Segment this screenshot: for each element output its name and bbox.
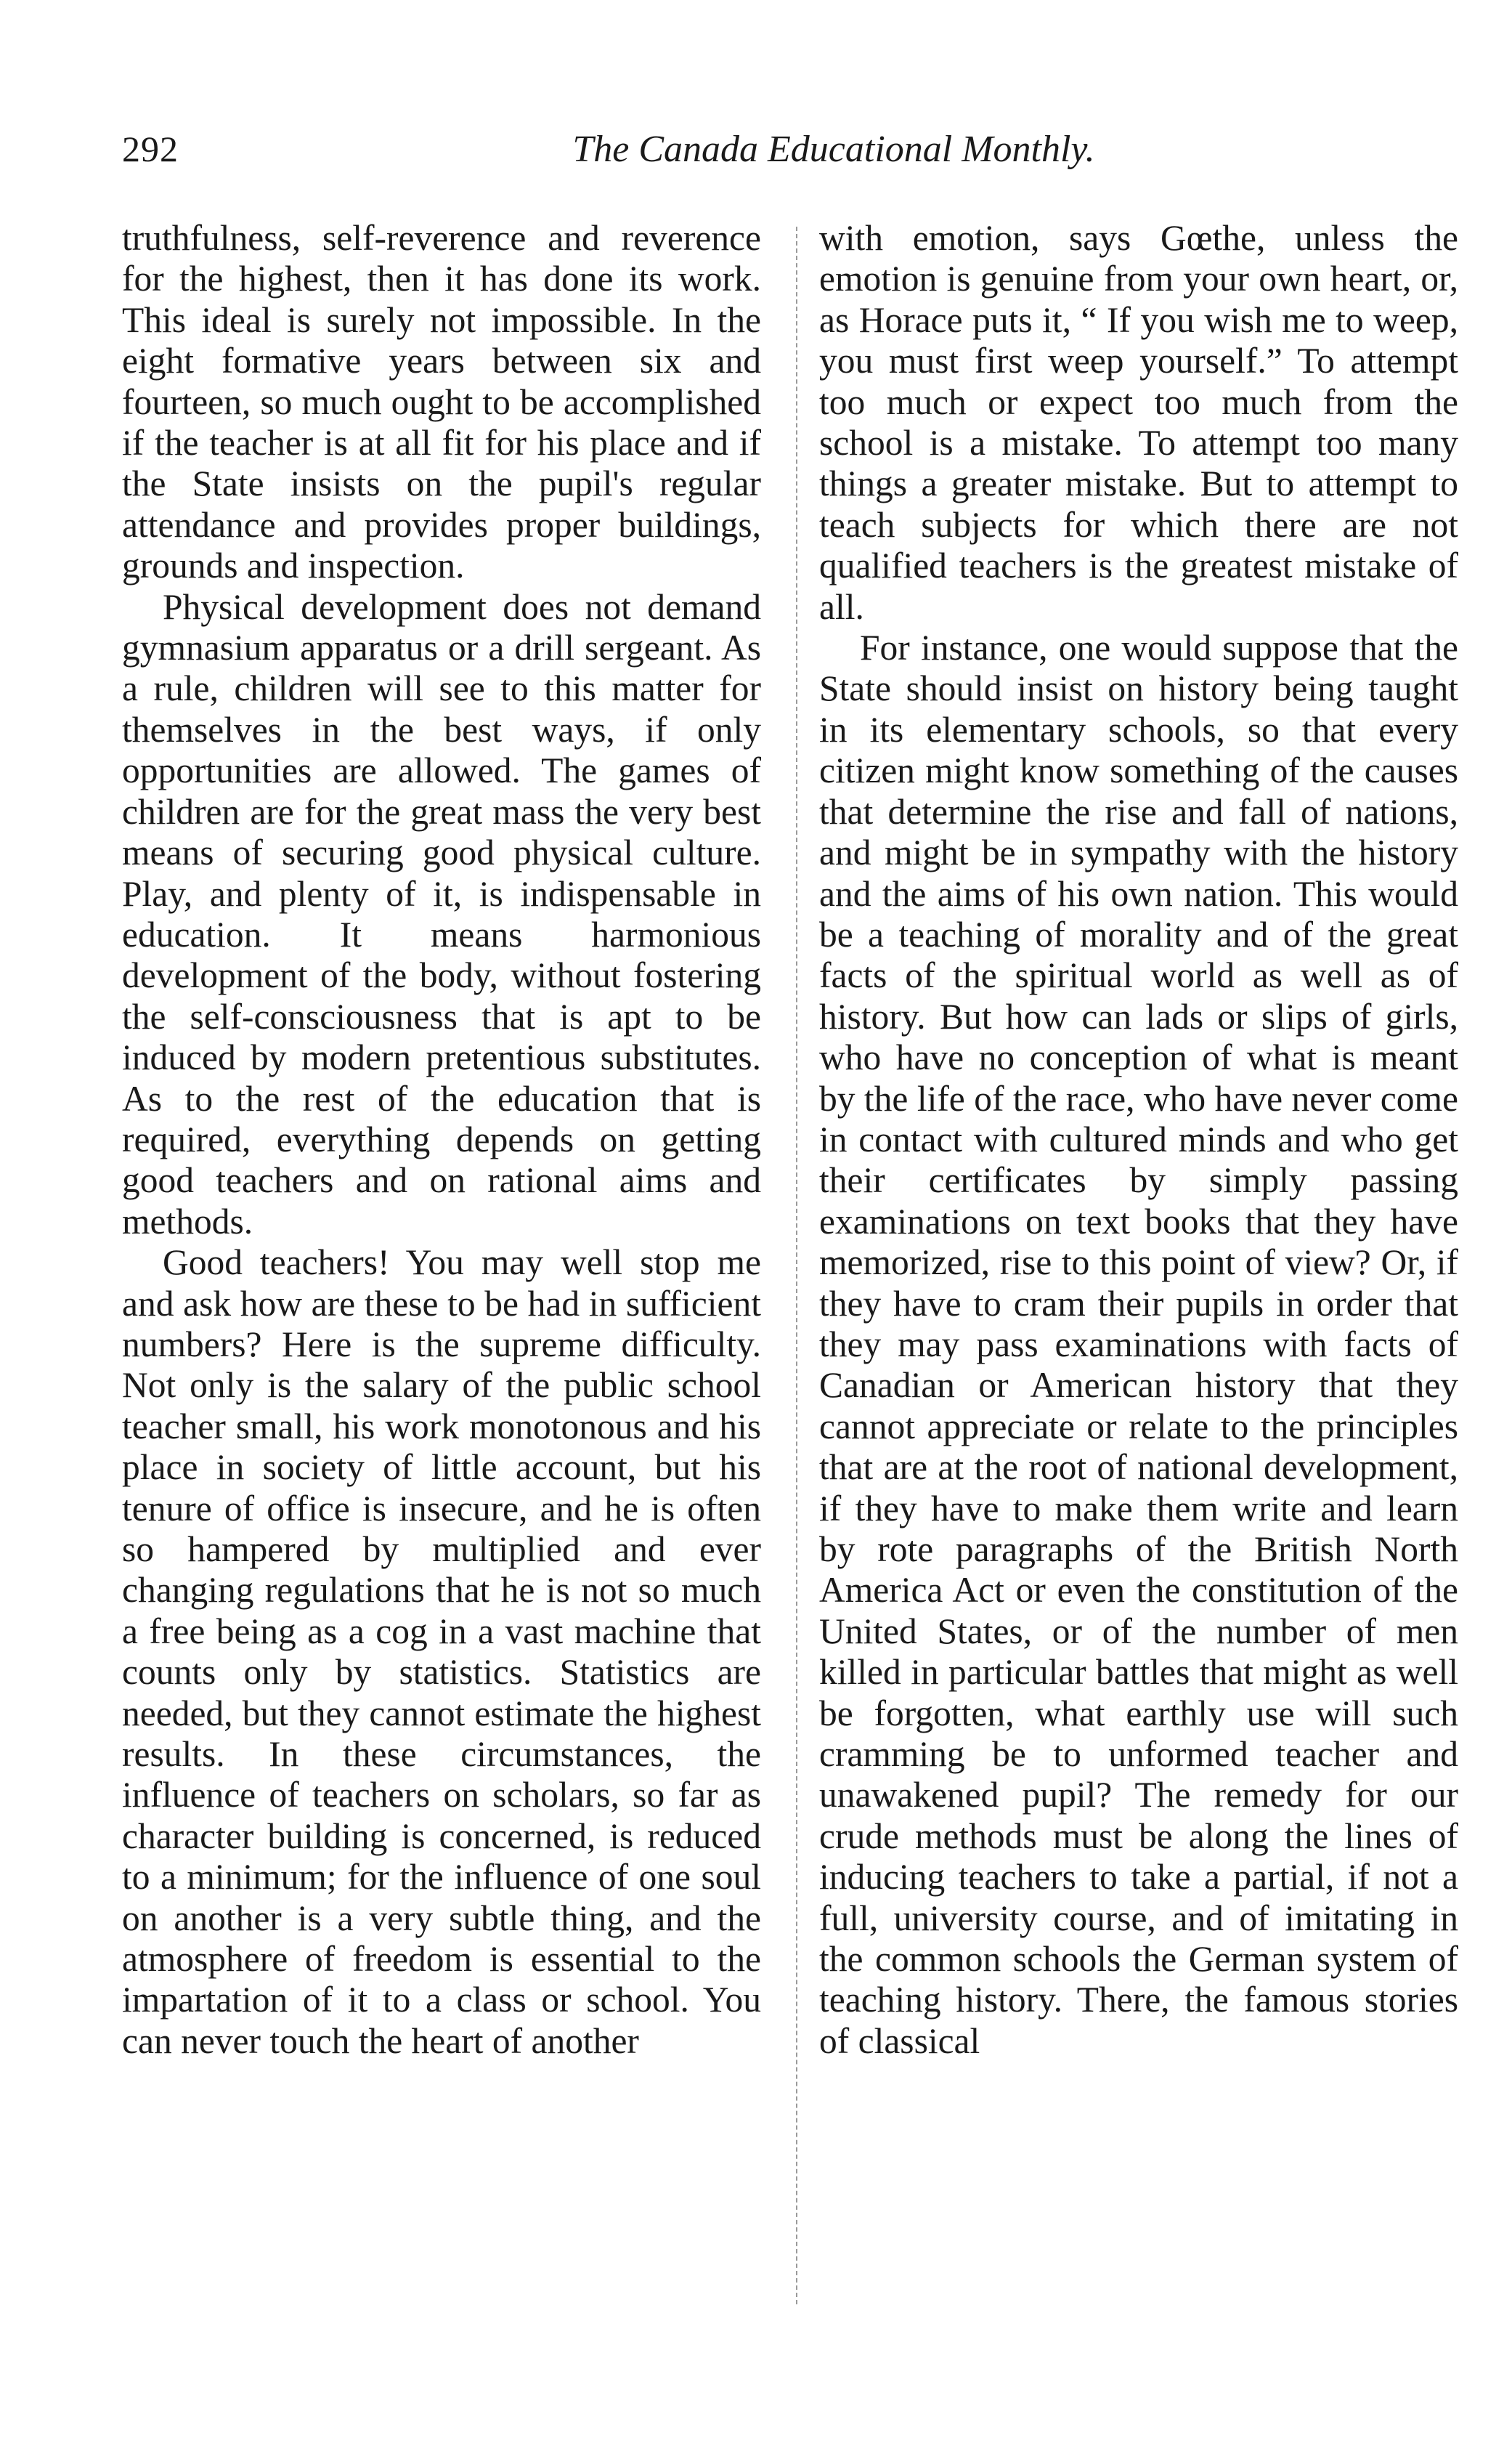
page-number: 292 (122, 129, 179, 169)
paragraph: Good teachers! You may well stop me and ask how are these to be had in sufficient numbers? Here is the supreme difficulty. Not only is the salary of the public school teacher small, his work monotonous and his place in society of little account, but his tenure of office is insecure, and he is often so hampered by multiplied and ever changing regulations that he is not so much a free being as a cog in a vast machine that counts only by statistics. Statistics are needed, but they cannot estimate the highest results. In these circumstances, the influence of teachers on scholars, so far as character building is concerned, is reduced to a minimum; for the influence of one soul on another is a very subtle thing, and the atmosphere of freedom is essential to the impartation of it to a class or school. You can never touch the heart of another (122, 1242, 761, 2061)
paragraph: Physical development does not demand gymnasium apparatus or a drill sergeant. As a rule, children will see to this matter for themselves in the best ways, if only opportunities are allowed. The games of children are for the great mass the very best means of securing good physical culture. Play, and plenty of it, is indispensable in education. It means harmonious development of the body, without fostering the self-consciousness that is apt to be induced by modern pretentious substitutes. As to the rest of the education that is required, everything depends on getting good teachers and on rational aims and methods. (122, 586, 761, 1242)
paragraph: truthfulness, self-reverence and reverence for the highest, then it has done its work. This ideal is surely not impossible. In the eight formative years between six and fourteen, so much ought to be accomplished if the teacher is at all fit for his place and if the State insists on the pupil's regular attendance and provides proper buildings, grounds and inspection. (122, 218, 761, 586)
left-column (122, 218, 761, 2310)
right-column (819, 218, 1458, 2310)
paragraph: For instance, one would suppose that the State should insist on history being taught in its elementary schools, so that every citizen might know something of the causes that determine the rise and fall of nations, and might be in sympathy with the history and the aims of his own nation. This would be a teaching of morality and of the great facts of the spiritual world as well as of history. But how can lads or slips of girls, who have no conception of what is meant by the life of the race, who have never come in contact with cultured minds and who get their certificates by simply passing examinations on text books that they have memorized, rise to this point of view? Or, if they have to cram their pupils in order that they may pass examinations with facts of Canadian or American history that they cannot appreciate or relate to the principles that are at the root of national development, if they have to make them write and learn by rote paragraphs of the British North America Act or even the constitution of the United States, or of the number of men killed in particular battles that might as well be forgotten, what earthly use will such cramming be to unformed teacher and unawakened pupil? The remedy for our crude methods must be along the lines of inducing teachers to take a partial, if not a full, university course, and of imitating in the common schools the German system of teaching history. There, the famous stories of classical (819, 628, 1458, 2061)
running-title: The Canada Educational Monthly. (572, 129, 1095, 170)
paragraph: with emotion, says Gœthe, unless the emotion is genuine from your own heart, or, as Horace puts it, “ If you wish me to weep, you must first weep yourself.” To attempt too much or expect too much from the school is a mistake. To attempt too many things a greater mistake. But to attempt to teach subjects for which there are not qualified teachers is the greatest mistake of all. (819, 218, 1458, 627)
page-header (122, 128, 1458, 186)
column-divider (796, 227, 797, 2304)
